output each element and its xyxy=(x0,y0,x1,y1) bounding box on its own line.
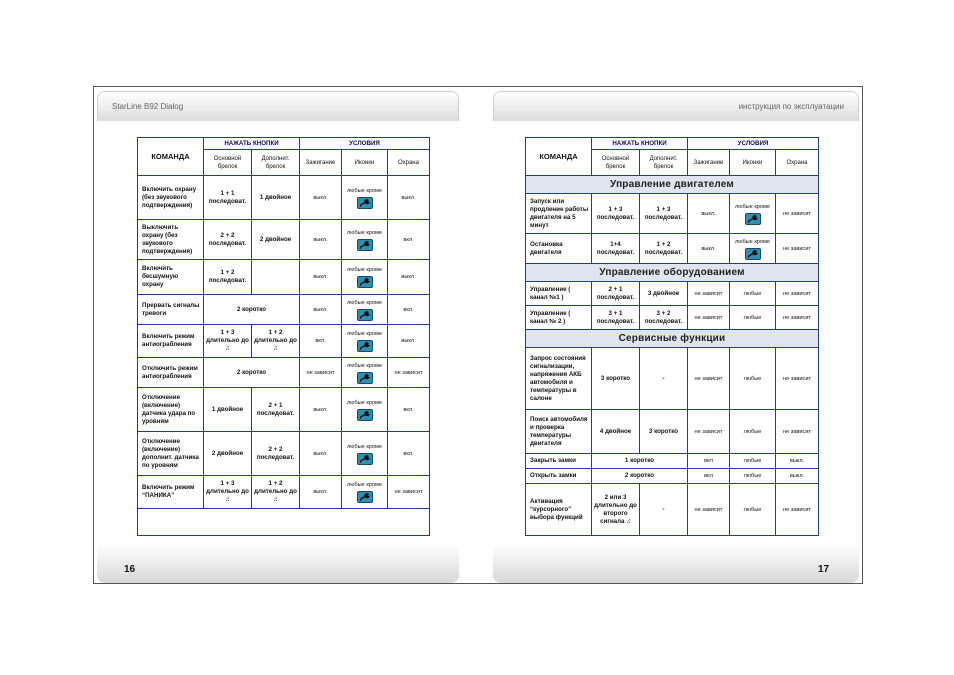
icons-cell xyxy=(342,388,388,432)
wrench-icon xyxy=(357,491,373,503)
col-press: НАЖАТЬ КНОПКИ xyxy=(592,138,688,150)
right-footer xyxy=(493,543,859,583)
icons-cell: любые xyxy=(730,306,776,330)
icon-condition-label: любые кроме xyxy=(347,187,382,194)
table-row xyxy=(138,220,430,260)
right-page-number: 17 xyxy=(818,564,830,575)
table-row xyxy=(526,234,819,264)
extra-fob-cell: 2 двойное xyxy=(252,220,300,260)
table-row xyxy=(138,432,430,476)
icons-cell: любые xyxy=(730,282,776,306)
empty-cell xyxy=(138,509,430,536)
guard-cell: не зависит xyxy=(388,476,430,509)
ignition-cell: не зависит xyxy=(300,358,342,388)
empty-row xyxy=(138,509,430,536)
guard-cell: выкл. xyxy=(388,260,430,295)
guard-cell: не зависит xyxy=(776,194,819,234)
col-conditions: УСЛОВИЯ xyxy=(688,138,819,150)
ignition-cell: не зависит xyxy=(688,484,730,536)
col-ignition: Зажигание xyxy=(300,150,342,176)
command-cell: Управление ( канал № 2 ) xyxy=(526,306,592,330)
extra-fob-cell: - xyxy=(640,348,688,410)
extra-fob-cell: 1 двойное xyxy=(252,176,300,220)
table-row xyxy=(138,476,430,509)
table-row xyxy=(526,410,819,454)
guard-cell: не зависит xyxy=(776,484,819,536)
col-command: КОМАНДА xyxy=(526,138,592,176)
main-fob-cell: 1 + 3 длительно до ♫ xyxy=(204,476,252,509)
col-conditions: УСЛОВИЯ xyxy=(300,138,430,150)
ignition-cell: выкл. xyxy=(300,176,342,220)
right-command-table xyxy=(525,137,819,536)
command-cell: Отключение (включение) дополнит. датчика по уровням xyxy=(138,432,204,476)
ignition-cell: выкл. xyxy=(300,388,342,432)
table-row xyxy=(138,176,430,220)
command-cell: Отключение (включение) датчика удара по уровням xyxy=(138,388,204,432)
table-row xyxy=(526,282,819,306)
table-row xyxy=(138,388,430,432)
guard-cell: выкл. xyxy=(776,469,819,484)
command-cell: Активация “курсорного” выбора функций xyxy=(526,484,592,536)
col-icons: Иконки xyxy=(730,150,776,176)
icon-condition-label: любые кроме xyxy=(347,267,382,273)
command-cell: Закрыть замки xyxy=(526,454,592,469)
guard-cell: вкл. xyxy=(388,220,430,260)
extra-fob-cell: 3 двойное xyxy=(640,282,688,306)
wrench-icon xyxy=(745,248,761,260)
extra-fob-cell: 1 + 3 последоват. xyxy=(640,194,688,234)
icons-cell: любые xyxy=(730,410,776,454)
icons-cell xyxy=(342,220,388,260)
main-fob-cell: 2 или 3 длительно до второго сигнала ♫ xyxy=(592,484,640,536)
icon-condition-label: любые кроме xyxy=(735,238,770,245)
icons-cell xyxy=(342,295,388,325)
main-fob-cell: 2 + 2 последоват. xyxy=(204,220,252,260)
press-both-cell: 1 коротко xyxy=(592,454,688,469)
guard-cell: не зависит xyxy=(776,410,819,454)
wrench-icon xyxy=(357,340,373,352)
right-header: инструкция по эксплуатации xyxy=(493,91,859,121)
ignition-cell: выкл. xyxy=(688,234,730,264)
col-icons: Иконки xyxy=(342,150,388,176)
guard-cell: не зависит xyxy=(388,358,430,388)
left-footer xyxy=(97,543,459,583)
left-page-number: 16 xyxy=(124,564,136,575)
ignition-cell: выкл. xyxy=(300,476,342,509)
press-both-cell: 2 коротко xyxy=(592,469,688,484)
wrench-icon xyxy=(357,239,373,251)
extra-fob-cell: 3 + 2 последоват. xyxy=(640,306,688,330)
table-row xyxy=(526,194,819,234)
command-cell: Включить охрану (без звукового подтверждения) xyxy=(138,176,204,220)
section-title: Управление двигателем xyxy=(526,176,819,194)
icons-cell xyxy=(342,176,388,220)
command-cell: Поиск автомобиля и проверка температуры двигателя xyxy=(526,410,592,454)
icons-cell xyxy=(342,260,388,295)
section-title: Сервисные функции xyxy=(526,330,819,348)
icons-cell xyxy=(342,432,388,476)
icons-cell xyxy=(342,358,388,388)
extra-fob-cell: - xyxy=(640,484,688,536)
command-cell: Выключить охрану (без звукового подтверждения) xyxy=(138,220,204,260)
icon-condition-label: любые кроме xyxy=(347,229,382,236)
wrench-icon xyxy=(357,309,373,321)
section-row xyxy=(526,176,819,194)
wrench-icon xyxy=(357,197,373,209)
icon-condition-label: любые кроме xyxy=(347,443,382,450)
ignition-cell: вкл xyxy=(688,454,730,469)
press-both-cell: 2 коротко xyxy=(204,295,300,325)
table-row xyxy=(138,260,430,295)
extra-fob-cell: 1 + 2 длительно до ♫ xyxy=(252,476,300,509)
ignition-cell: выкл. xyxy=(300,432,342,476)
ignition-cell: выкл. xyxy=(688,194,730,234)
col-extra-fob: Дополнит. брелок xyxy=(252,150,300,176)
command-cell: Прервать сигналы тревоги xyxy=(138,295,204,325)
wrench-icon xyxy=(357,276,373,288)
wrench-icon xyxy=(357,372,373,384)
guard-cell: выкл. xyxy=(388,176,430,220)
table-row xyxy=(138,325,430,358)
left-header: StarLine B92 Dialog xyxy=(97,91,459,121)
icons-cell xyxy=(342,325,388,358)
main-fob-cell: 1 + 3 последоват. xyxy=(592,194,640,234)
table-row xyxy=(526,454,819,469)
guard-cell: вкл. xyxy=(388,295,430,325)
guard-cell: не зависит xyxy=(776,234,819,264)
guard-cell: выкл. xyxy=(388,325,430,358)
section-row xyxy=(526,264,819,282)
section-row xyxy=(526,330,819,348)
wrench-icon xyxy=(357,409,373,421)
extra-fob-cell: 3 коротко xyxy=(640,410,688,454)
main-fob-cell: 3 коротко xyxy=(592,348,640,410)
col-command: КОМАНДА xyxy=(138,138,204,176)
col-main-fob: Основной брелок xyxy=(204,150,252,176)
guard-cell: не зависит xyxy=(776,282,819,306)
icons-cell: любые xyxy=(730,469,776,484)
command-cell: Включить режим антиограбления xyxy=(138,325,204,358)
col-press: НАЖАТЬ КНОПКИ xyxy=(204,138,300,150)
icons-cell: любые xyxy=(730,484,776,536)
wrench-icon xyxy=(745,213,761,225)
table-row xyxy=(526,348,819,410)
extra-fob-cell xyxy=(252,260,300,295)
ignition-cell: выкл. xyxy=(300,295,342,325)
main-fob-cell: 3 + 1 последоват. xyxy=(592,306,640,330)
ignition-cell: выкл. xyxy=(300,220,342,260)
left-command-table xyxy=(137,137,430,536)
icon-condition-label: любые кроме xyxy=(347,331,382,337)
col-ignition: Зажигание xyxy=(688,150,730,176)
table-row xyxy=(138,295,430,325)
extra-fob-cell: 2 + 2 последоват. xyxy=(252,432,300,476)
col-main-fob: Основной брелок xyxy=(592,150,640,176)
ignition-cell: не зависит xyxy=(688,306,730,330)
wrench-icon xyxy=(357,453,373,465)
main-fob-cell: 1 + 3 длительно до ♫ xyxy=(204,325,252,358)
ignition-cell: вкл xyxy=(688,469,730,484)
table-row xyxy=(526,484,819,536)
col-extra-fob: Дополнит. брелок xyxy=(640,150,688,176)
icon-condition-label: любые кроме xyxy=(735,203,770,210)
extra-fob-cell: 1 + 2 длительно до ♫ xyxy=(252,325,300,358)
ignition-cell: не зависит xyxy=(688,348,730,410)
ignition-cell: не зависит xyxy=(688,410,730,454)
ignition-cell: выкл. xyxy=(300,260,342,295)
guard-cell: не зависит xyxy=(776,306,819,330)
main-fob-cell: 1 двойное xyxy=(204,388,252,432)
command-cell: Открыть замки xyxy=(526,469,592,484)
table-row xyxy=(526,469,819,484)
table-row xyxy=(526,306,819,330)
extra-fob-cell: 2 + 1 последоват. xyxy=(252,388,300,432)
extra-fob-cell: 1 + 2 последоват. xyxy=(640,234,688,264)
main-fob-cell: 1 + 1 последоват. xyxy=(204,176,252,220)
command-cell: Управление ( канал №1 ) xyxy=(526,282,592,306)
col-guard: Охрана xyxy=(776,150,819,176)
main-fob-cell: 4 двойное xyxy=(592,410,640,454)
ignition-cell: не зависит xyxy=(688,282,730,306)
command-cell: Запуск или продление работы двигателя на 5 минут xyxy=(526,194,592,234)
press-both-cell: 2 коротко xyxy=(204,358,300,388)
command-cell: Включить бесшумную охрану xyxy=(138,260,204,295)
guard-cell: выкл. xyxy=(776,454,819,469)
table-row xyxy=(138,358,430,388)
icon-condition-label: любые кроме xyxy=(347,482,382,488)
icons-cell: любые xyxy=(730,454,776,469)
icons-cell xyxy=(730,234,776,264)
command-cell: Включить режим “ПАНИКА” xyxy=(138,476,204,509)
main-fob-cell: 1+4 последоват. xyxy=(592,234,640,264)
icons-cell xyxy=(342,476,388,509)
icon-condition-label: любые кроме xyxy=(347,362,382,369)
icons-cell: любые xyxy=(730,348,776,410)
icon-condition-label: любые кроме xyxy=(347,399,382,406)
command-cell: Остановка двигателя xyxy=(526,234,592,264)
icon-condition-label: любые кроме xyxy=(347,299,382,306)
guard-cell: не зависит xyxy=(776,348,819,410)
col-guard: Охрана xyxy=(388,150,430,176)
command-cell: Отключить режим антиограбления xyxy=(138,358,204,388)
guard-cell: вкл. xyxy=(388,388,430,432)
section-title: Управление оборудованием xyxy=(526,264,819,282)
command-cell: Запрос состояния сигнализации, напряжения АКБ автомобиля и температуры в салоне xyxy=(526,348,592,410)
main-fob-cell: 1 + 2 последоват. xyxy=(204,260,252,295)
guard-cell: вкл. xyxy=(388,432,430,476)
main-fob-cell: 2 + 1 последоват. xyxy=(592,282,640,306)
main-fob-cell: 2 двойное xyxy=(204,432,252,476)
ignition-cell: вкл. xyxy=(300,325,342,358)
icons-cell xyxy=(730,194,776,234)
